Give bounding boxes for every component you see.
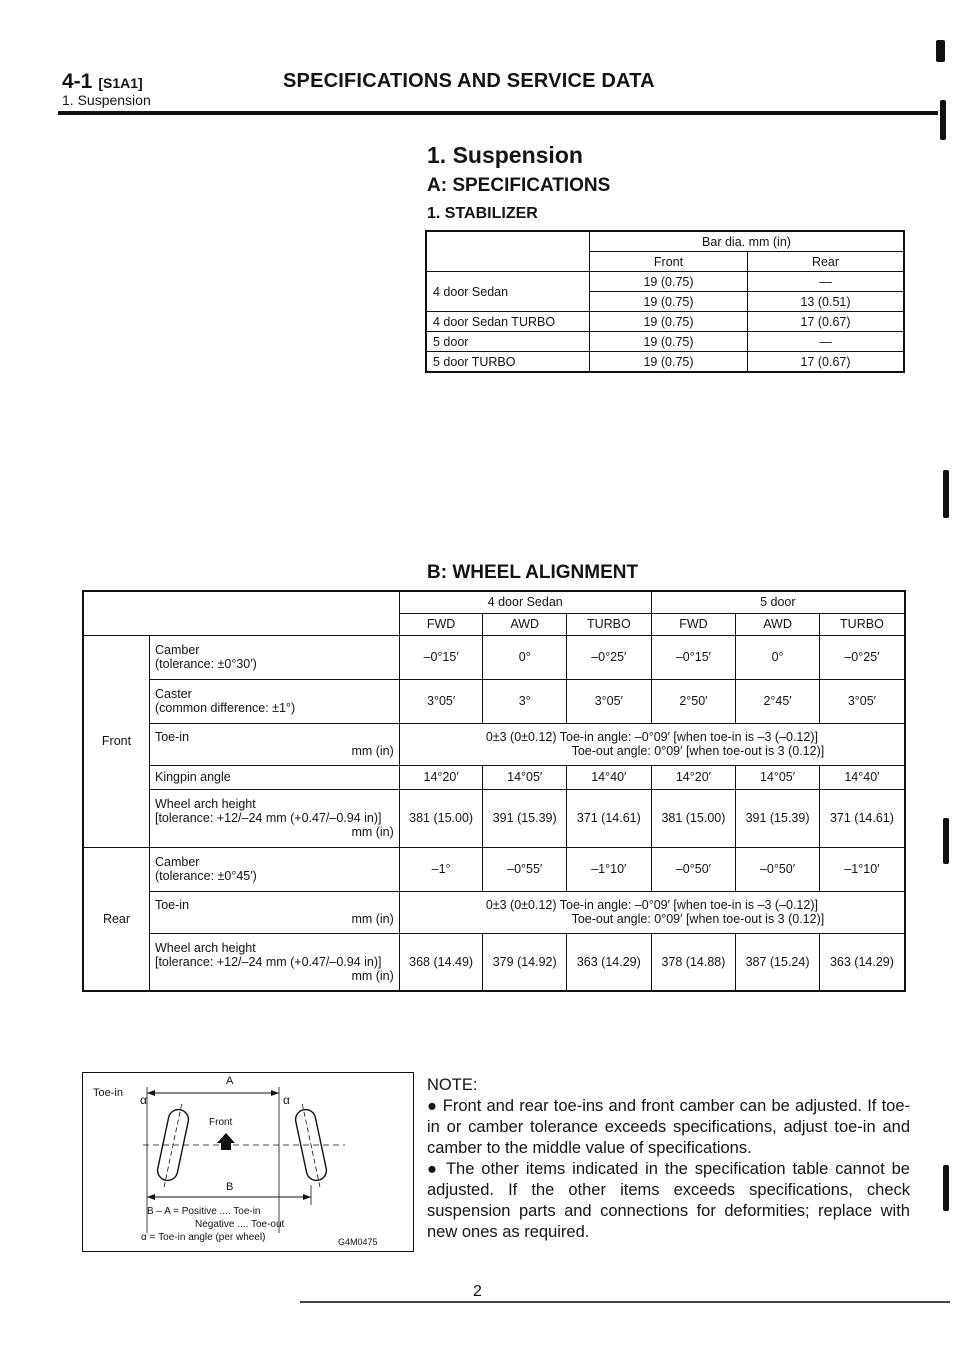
table-cell: — [748,332,905,352]
table-cell: 391 (15.39) [736,789,820,847]
section-code [62,70,143,94]
table-row [83,723,905,765]
col-header: AWD [736,613,820,635]
alpha-label-right: α [283,1093,290,1107]
table-cell: 14°20′ [651,765,736,789]
row-label [149,723,399,765]
table-cell: 0° [736,635,820,679]
row-label: 5 door [426,332,590,352]
table-cell: 378 (14.88) [651,933,736,991]
table-cell: –0°55′ [483,847,567,891]
table-cell: 371 (14.61) [819,789,905,847]
unit-label: mm (in) [351,968,394,983]
table-cell: –0°15′ [399,635,483,679]
table-cell: –0°25′ [819,635,905,679]
label-line: Toe-in [154,898,190,912]
table-cell: 379 (14.92) [483,933,567,991]
scan-mark [943,470,949,518]
arrow-icon [147,1194,155,1200]
section-number: 4-1 [62,70,93,93]
row-label: 4 door Sedan [426,272,590,312]
dimension-b-label: B [226,1181,234,1193]
table-row [83,765,905,789]
wheel-alignment-table [82,590,906,992]
table-row [83,933,905,991]
table-cell: 0° [483,635,567,679]
group-header-sedan: 4 door Sedan [399,591,651,613]
scan-mark [936,40,945,62]
label-line: (common difference: ±1°) [154,701,296,715]
toe-in-figure [82,1072,414,1252]
table-cell: 14°05′ [736,765,820,789]
col-header: FWD [651,613,736,635]
table-cell: 3°05′ [567,679,652,723]
subsection-b: B: WHEEL ALIGNMENT [427,562,639,583]
front-label: Front [209,1117,233,1128]
rear-group-label: Rear [83,847,149,991]
row-label: 5 door TURBO [426,352,590,373]
table-row [83,891,905,933]
table-cell: — [748,272,905,292]
table-cell: 17 (0.67) [748,352,905,373]
label-line: Wheel arch height [154,797,256,811]
section-title: 1. Suspension [427,142,583,168]
spec-line: 0±3 (0±0.12) Toe-in angle: –0°09′ [when toe-in is –3 (–0.12)] [485,730,818,744]
bullet-icon: ● [427,1097,443,1115]
row-label [149,635,399,679]
row-label: 4 door Sedan TURBO [426,312,590,332]
table-cell: 3°05′ [399,679,483,723]
table-header: Front [590,252,748,272]
front-group-label: Front [83,635,149,847]
col-header: AWD [483,613,567,635]
table-row [83,789,905,847]
toe-in-spec [399,723,905,765]
subsection-a: A: SPECIFICATIONS [427,175,611,196]
alpha-label-left: α [140,1093,147,1107]
arrow-icon [271,1090,279,1096]
row-label: Kingpin angle [149,765,399,789]
note-text: The other items indicated in the specification table cannot be adjusted. If the other items exceeds specifications, check suspension parts and connections for deformities; replace with new ones as required. [427,1160,910,1241]
table-cell: 363 (14.29) [567,933,652,991]
row-label [149,891,399,933]
table-cell: 19 (0.75) [590,332,748,352]
legend-line: α = Toe-in angle (per wheel) [141,1232,266,1243]
header-rule [58,111,938,115]
table-cell: 19 (0.75) [590,312,748,332]
table-cell: 387 (15.24) [736,933,820,991]
col-header: TURBO [567,613,652,635]
table-cell: –0°50′ [736,847,820,891]
table-row [83,679,905,723]
table-cell: –1°10′ [819,847,905,891]
legend-line: B – A = Positive .... Toe-in [147,1206,261,1217]
arrow-icon [303,1194,311,1200]
col-header: TURBO [819,613,905,635]
label-line: Camber [154,855,200,869]
dimension-a-label: A [226,1075,234,1087]
label-line: Toe-in [154,730,190,744]
table-cell: 368 (14.49) [399,933,483,991]
label-line: [tolerance: +12/–24 mm (+0.47/–0.94 in)] [154,954,382,969]
table-cell: –1°10′ [567,847,652,891]
note-title: NOTE: [427,1076,478,1094]
front-arrow-icon [221,1141,231,1150]
legend-line: Negative .... Toe-out [195,1219,285,1230]
row-label [149,933,399,991]
row-label [149,679,399,723]
table-cell: 14°05′ [483,765,567,789]
row-label [149,789,399,847]
bullet-icon: ● [427,1160,446,1178]
toe-in-label: Toe-in [93,1087,123,1099]
unit-label: mm (in) [351,912,394,926]
table-cell: 3° [483,679,567,723]
table-cell: 13 (0.51) [748,292,905,312]
table-cell: 2°50′ [651,679,736,723]
note-item [427,1096,910,1159]
note-text: Front and rear toe-ins and front camber can be adjusted. If toe-in or camber tolerance exceeds specifications, adjust toe-in and camber to the middle value of specifications. [427,1097,911,1157]
right-wheel [292,1102,329,1190]
table-header: Rear [748,252,905,272]
group-header-5door: 5 door [651,591,905,613]
section-ref: [S1A1] [98,75,143,91]
table-row [426,352,904,373]
subsection-a1: 1. STABILIZER [427,205,538,222]
figure-code: G4M0475 [338,1237,378,1247]
spec-line: Toe-out angle: 0°09′ [when toe-out is 3 (0.12)] [571,744,825,758]
table-cell: 19 (0.75) [590,292,748,312]
table-cell: 391 (15.39) [483,789,567,847]
spec-line: 0±3 (0±0.12) Toe-in angle: –0°09′ [when toe-in is –3 (–0.12)] [485,898,818,912]
table-cell: 14°40′ [819,765,905,789]
note-item [427,1159,910,1243]
table-cell: 17 (0.67) [748,312,905,332]
unit-label: mm (in) [351,825,394,839]
table-cell: –0°25′ [567,635,652,679]
unit-label: mm (in) [351,744,394,758]
table-cell: –0°50′ [651,847,736,891]
scan-mark [943,818,949,864]
note-block [427,1075,910,1243]
table-cell: 381 (15.00) [651,789,736,847]
table-row [83,635,905,679]
table-cell: 19 (0.75) [590,272,748,292]
table-cell: 14°20′ [399,765,483,789]
table-row [426,272,904,292]
table-row [426,312,904,332]
page-number: 2 [473,1283,482,1300]
left-wheel [154,1102,191,1190]
table-cell: 381 (15.00) [399,789,483,847]
table-cell: –1° [399,847,483,891]
table-cell: 19 (0.75) [590,352,748,373]
label-line: Wheel arch height [154,940,256,955]
header-subtitle: 1. Suspension [62,92,151,108]
row-label [149,847,399,891]
table-row [83,847,905,891]
table-cell: –0°15′ [651,635,736,679]
stabilizer-table [425,230,905,373]
table-cell: 3°05′ [819,679,905,723]
toe-in-spec [399,891,905,933]
table-header: Bar dia. mm (in) [590,231,905,252]
table-row [426,332,904,352]
label-line: [tolerance: +12/–24 mm (+0.47/–0.94 in)] [154,811,382,825]
label-line: Caster [154,687,192,701]
arrow-icon [147,1090,155,1096]
spec-line: Toe-out angle: 0°09′ [when toe-out is 3 (0.12)] [571,912,825,926]
label-line: (tolerance: ±0°45′) [154,869,257,883]
table-cell: 371 (14.61) [567,789,652,847]
scan-mark [943,1165,949,1211]
table-cell: 14°40′ [567,765,652,789]
page-title: SPECIFICATIONS AND SERVICE DATA [283,70,655,92]
col-header: FWD [399,613,483,635]
label-line: Camber [154,643,200,657]
footer-rule [300,1301,950,1303]
table-cell: 2°45′ [736,679,820,723]
scan-mark [940,100,946,140]
table-cell: 363 (14.29) [819,933,905,991]
label-line: (tolerance: ±0°30′) [154,657,257,671]
